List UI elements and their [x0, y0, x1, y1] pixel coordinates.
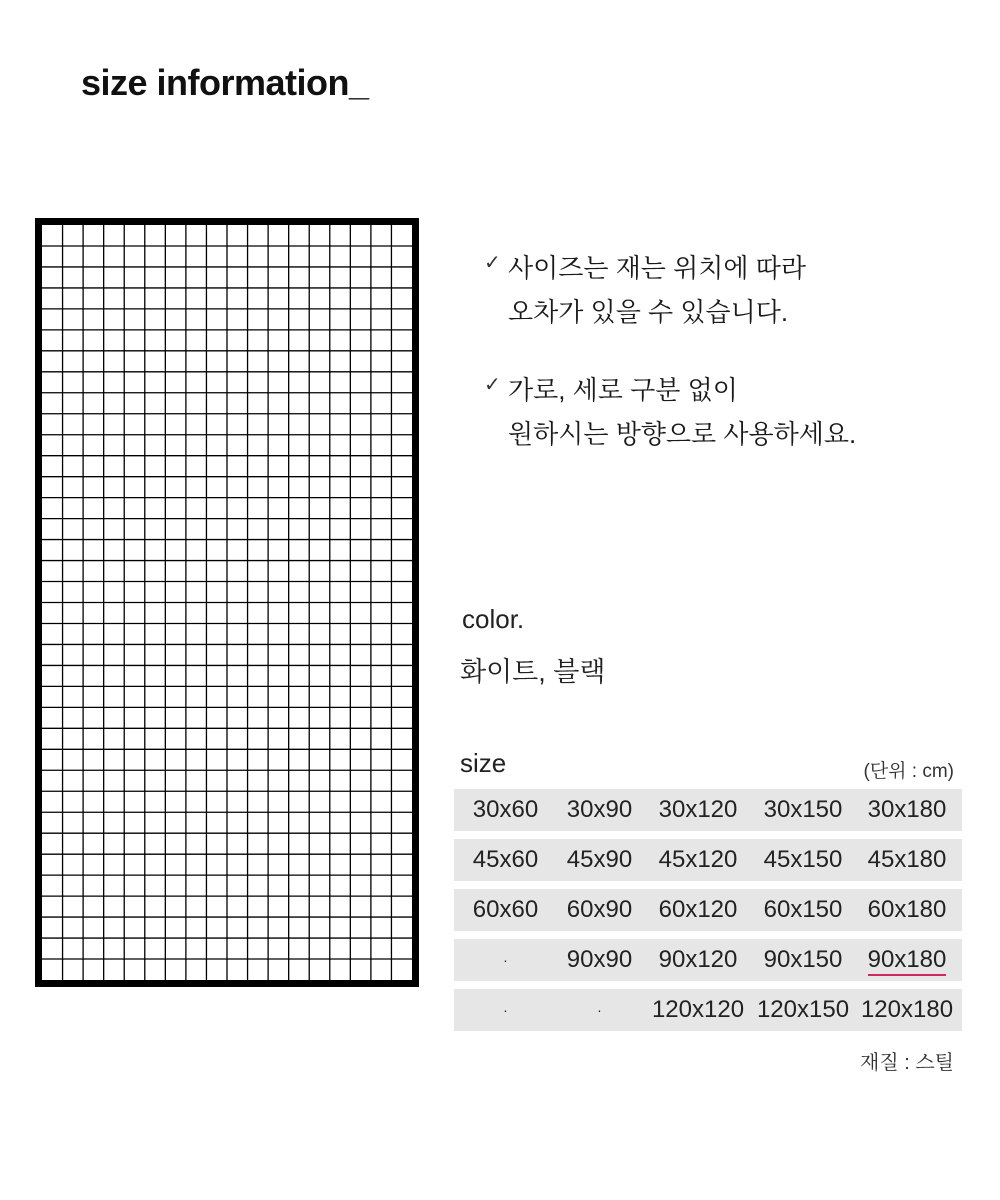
color-value: 화이트, 블랙: [460, 657, 606, 687]
note-sizing: [484, 246, 856, 334]
size-cell: 90x120: [658, 946, 738, 973]
size-cell: 30x180: [867, 796, 947, 823]
size-cell-highlighted: 90x180: [852, 939, 962, 981]
size-row: [454, 789, 962, 831]
size-cell: 60x90: [566, 896, 633, 923]
note-line: 사이즈는 재는 위치에 따라: [508, 253, 806, 283]
size-cell-empty: ·: [503, 1002, 508, 1018]
check-icon: ✓: [484, 372, 501, 396]
size-cell: 90x90: [566, 946, 633, 973]
size-row: [454, 989, 962, 1031]
material-label: 재질 : 스틸: [860, 1052, 954, 1074]
size-cell-empty: ·: [597, 1002, 602, 1018]
size-cell: 90x150: [763, 946, 843, 973]
size-cell-empty: ·: [503, 952, 508, 968]
size-cell: 45x150: [763, 846, 843, 873]
size-cell: 30x120: [658, 796, 738, 823]
note-orientation: [484, 368, 856, 456]
size-cell: 30x90: [566, 796, 633, 823]
size-row: [454, 889, 962, 931]
size-cell: 120x150: [756, 996, 850, 1023]
size-cell: 45x60: [472, 846, 539, 873]
note-line: 원하시는 방향으로 사용하세요.: [508, 419, 857, 449]
size-table: [454, 789, 962, 1039]
size-row: [454, 939, 962, 981]
size-cell: 30x60: [472, 796, 539, 823]
wire-grid-illustration: [35, 218, 419, 987]
page-title: size information_: [81, 62, 369, 103]
color-label: color.: [462, 604, 525, 634]
size-cell: 45x90: [566, 846, 633, 873]
notes-section: [484, 246, 856, 490]
note-line: 가로, 세로 구분 없이: [508, 375, 738, 405]
grid-svg: [35, 218, 419, 987]
size-cell: 45x120: [658, 846, 738, 873]
size-cell: 60x120: [658, 896, 738, 923]
unit-label: (단위 : cm): [863, 761, 954, 782]
size-cell: 120x120: [651, 996, 745, 1023]
size-cell: 60x60: [472, 896, 539, 923]
size-cell: 60x180: [867, 896, 947, 923]
size-label: size: [460, 748, 507, 778]
check-icon: ✓: [484, 250, 501, 274]
note-line: 오차가 있을 수 있습니다.: [508, 297, 789, 327]
size-cell: 45x180: [867, 846, 947, 873]
size-cell: 60x150: [763, 896, 843, 923]
size-cell: 120x180: [860, 996, 954, 1023]
size-row: [454, 839, 962, 881]
size-cell: 30x150: [763, 796, 843, 823]
